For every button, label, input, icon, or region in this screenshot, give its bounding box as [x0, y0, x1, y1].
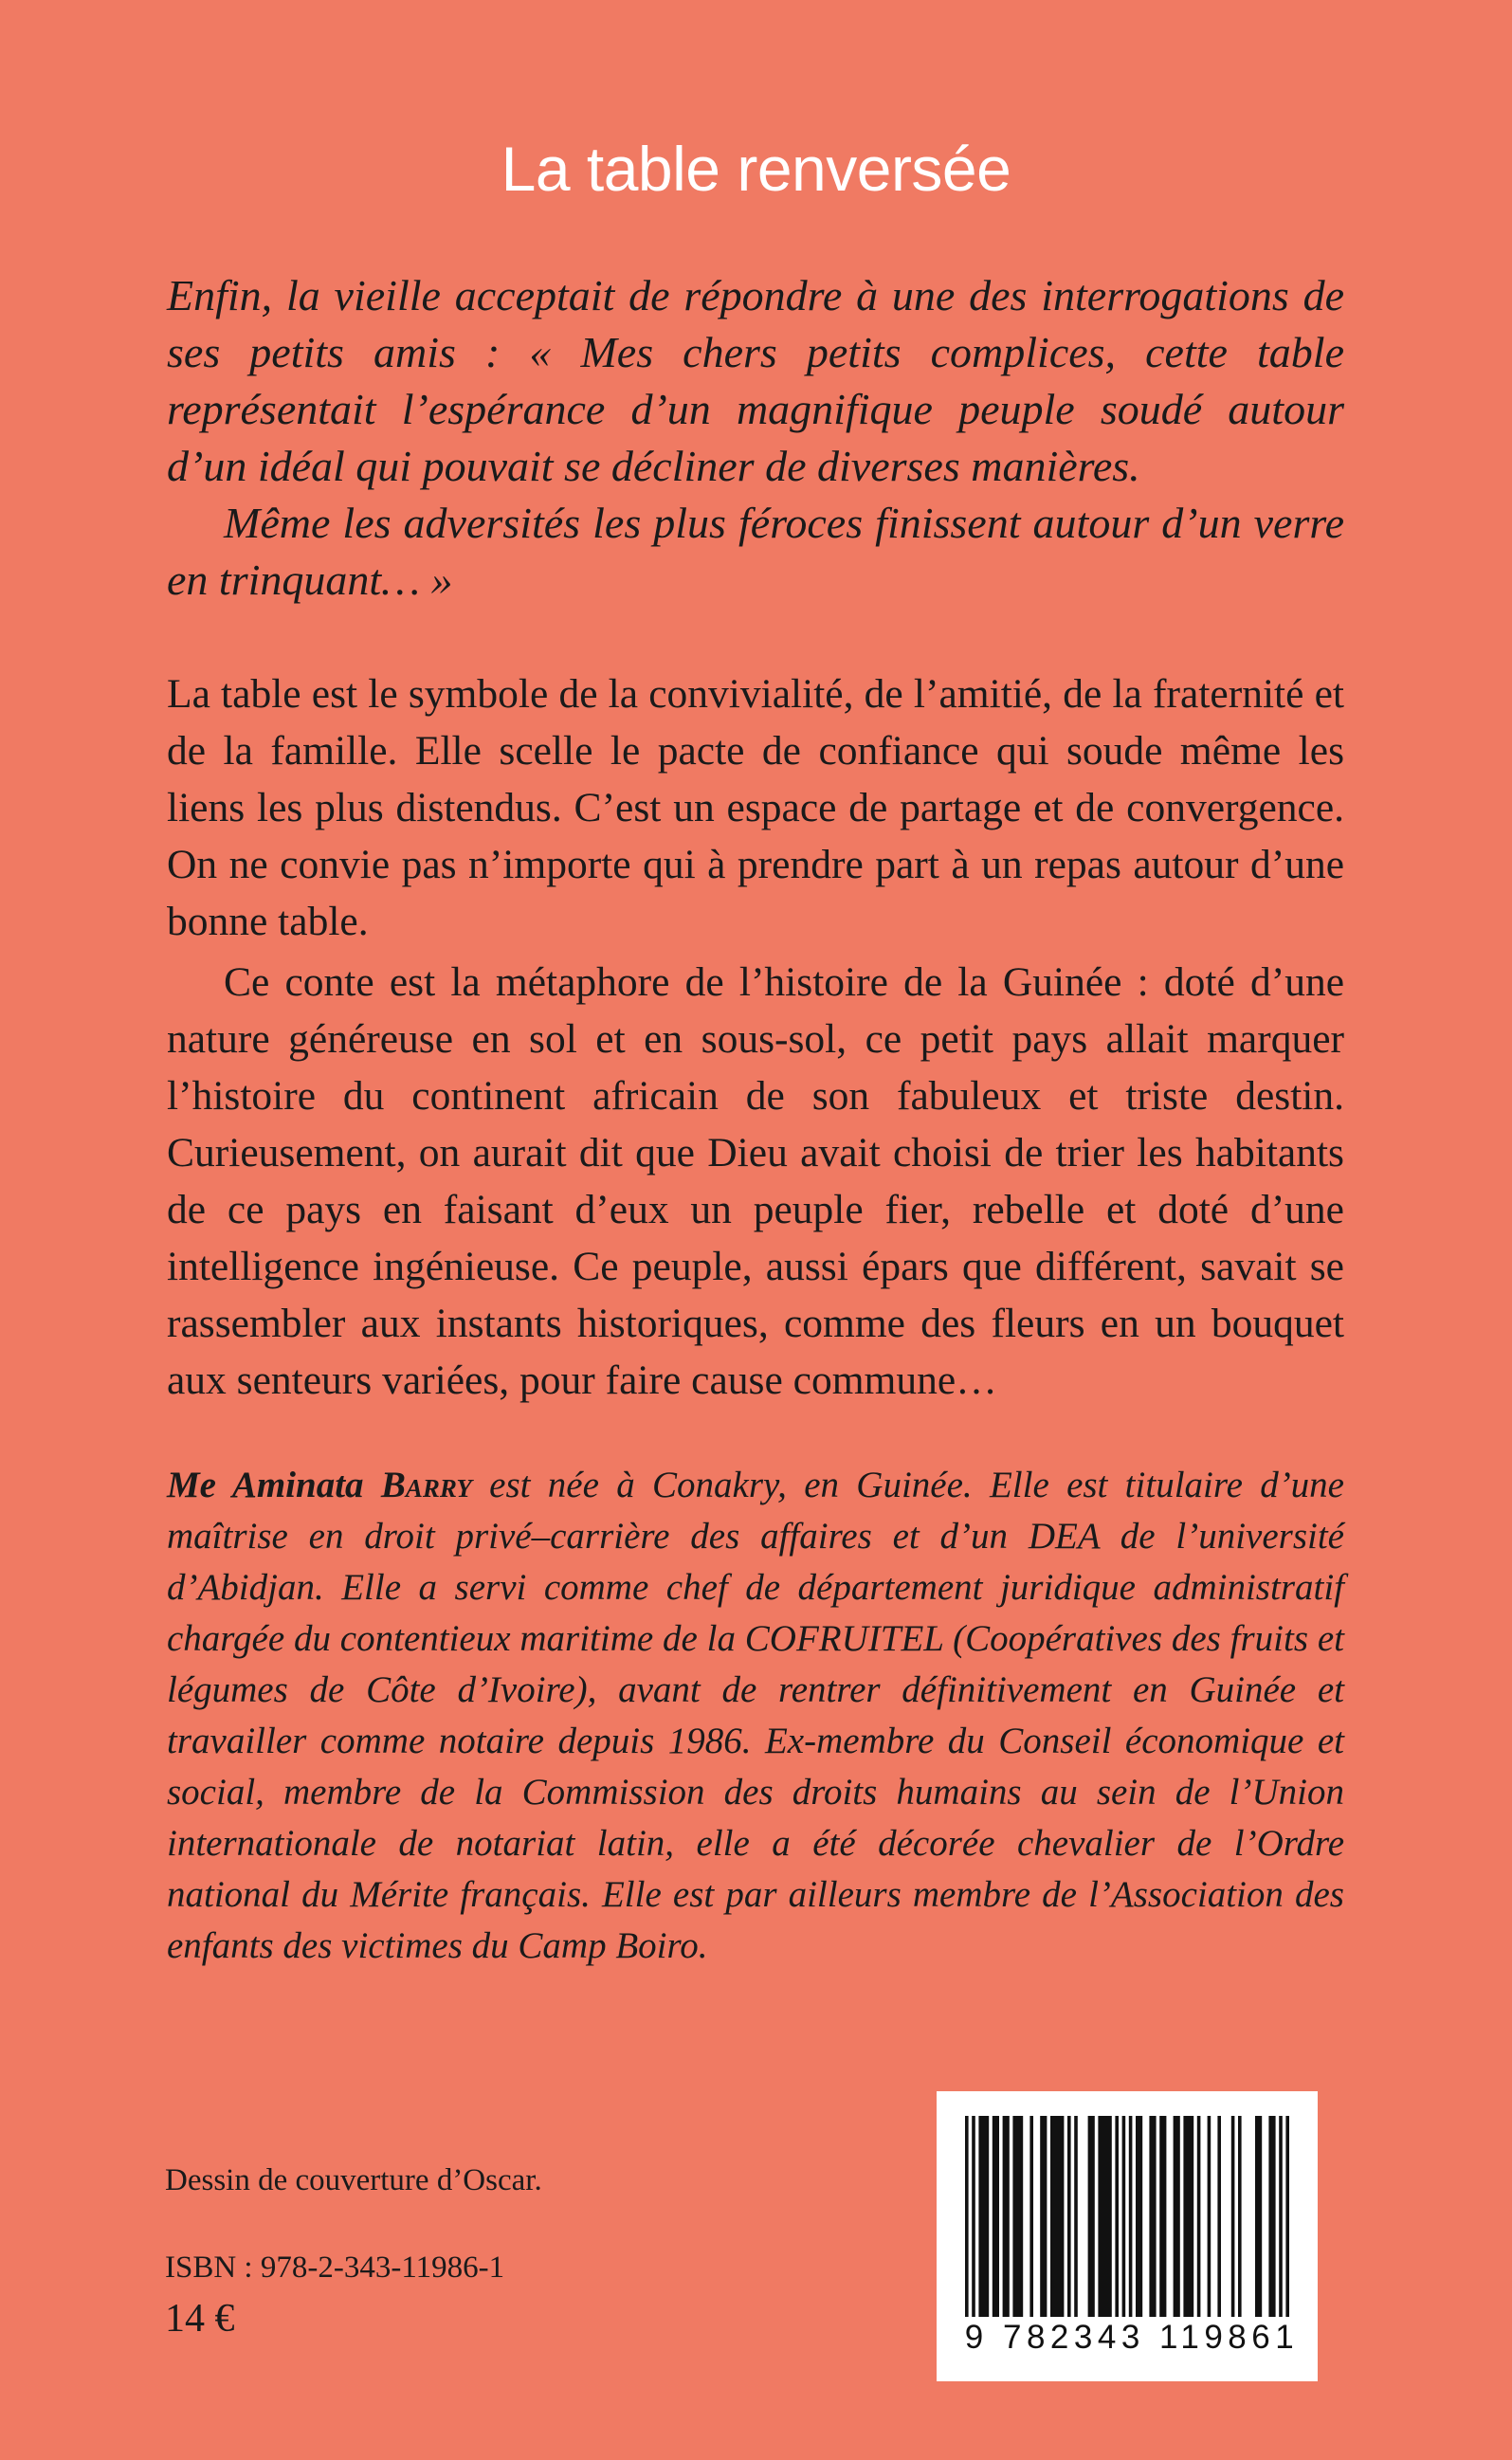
barcode-bar: [1268, 2116, 1275, 2317]
barcode-bar: [1136, 2116, 1142, 2317]
author-last-name: Barry: [380, 1465, 472, 1505]
barcode-bar: [1088, 2116, 1095, 2317]
barcode-bar: [1115, 2116, 1119, 2317]
barcode-bar: [1074, 2116, 1078, 2317]
barcode-bar: [1003, 2116, 1010, 2317]
barcode-bar: [1208, 2116, 1211, 2317]
barcode-bar: [1122, 2116, 1126, 2317]
barcode-bar: [972, 2116, 975, 2317]
author-bio-text: est née à Conakry, en Guinée. Elle est titulaire d’une maîtrise en droit privé–carrière des affaires et d’un DEA de l’université d’Abidjan. Elle a servi comme chef de département juridique administratif chargée du contentieux maritime de la COFRUITEL (Coopératives des fruits et légumes de Côte d’Ivoire), avant de rentrer définitivement en Guinée et travailler comme notaire depuis 1986. Ex-membre du Conseil économique et social, membre de la Commission des droits humains au sein de l’Union internationale de notariat latin, elle a été décorée chevalier de l’Ordre national du Mérite français. Elle est par ailleurs membre de l’Association des enfants des victimes du Camp Boiro.: [167, 1465, 1344, 1966]
barcode-bar: [1040, 2116, 1047, 2317]
barcode-bar: [1174, 2116, 1180, 2317]
book-title: La table renversée: [501, 134, 1011, 204]
barcode-bar: [1279, 2116, 1283, 2317]
cover-credit: Dessin de couverture d’Oscar.: [165, 2163, 542, 2197]
barcode-bar: [1129, 2116, 1133, 2317]
barcode-bar: [1098, 2116, 1111, 2317]
author-bio-paragraph: [167, 1460, 1344, 1972]
barcode-bar: [993, 2116, 999, 2317]
author-first-name: Me Aminata: [167, 1465, 381, 1505]
barcode-bar: [965, 2116, 969, 2317]
barcode: [937, 2091, 1318, 2381]
author-bio: [167, 1460, 1344, 1972]
summary-paragraph-2: Ce conte est la métaphore de l’histoire de la Guinée : doté d’une nature généreuse en sol et en sous-sol, ce petit pays allait marquer l’histoire du continent africain de son fabuleux et triste destin. Curieusement, on aurait dit que Dieu avait choisi de trier les habitants de ce pays en faisant d’eux un peuple fier, rebelle et doté d’une intelligence ingénieuse. Ce peuple, aussi épars que différent, savait se rassembler aux instants historiques, comme des fleurs en un bouquet aux senteurs variées, pour faire cause commune…: [167, 959, 1344, 1403]
barcode-bar: [1183, 2116, 1193, 2317]
barcode-bar: [1149, 2116, 1156, 2317]
barcode-bar: [1231, 2116, 1235, 2317]
quote-paragraph-2: Même les adversités les plus féroces finissent autour d’un verre en trinquant… »: [167, 499, 1344, 604]
barcode-bar: [1067, 2116, 1071, 2317]
excerpt-quote: [167, 267, 1344, 609]
price: 14 €: [165, 2297, 235, 2341]
barcode-bar: [1217, 2116, 1221, 2317]
barcode-bar: [1029, 2116, 1033, 2317]
barcode-bar: [1012, 2116, 1023, 2317]
barcode-bar: [978, 2116, 989, 2317]
barcode-bar: [1238, 2116, 1242, 2317]
quote-paragraph-1: Enfin, la vieille acceptait de répondre à une des interrogations de ses petits amis : « Mes chers petits complices, cette table représentait l’espérance d’un magnifique peuple soudé autour d’un idéal qui pouvait se décliner de diverses manières.: [167, 271, 1344, 490]
barcode-bar: [1255, 2116, 1262, 2317]
barcode-digits: 9 782343 119861: [964, 2319, 1300, 2356]
author-name: [167, 1465, 472, 1505]
barcode-bar: [1050, 2116, 1064, 2317]
barcode-bar: [1159, 2116, 1166, 2317]
book-summary: [167, 665, 1344, 1409]
summary-paragraph-1: La table est le symbole de la convivialité, de l’amitié, de la fraternité et de la famille. Elle scelle le pacte de confiance qui soude même les liens les plus distendus. C’est un espace de partage et de convergence. On ne convie pas n’importe qui à prendre part à un repas autour d’une bonne table.: [167, 671, 1344, 944]
barcode-bar: [1285, 2116, 1289, 2317]
barcode-bar: [1197, 2116, 1201, 2317]
isbn: ISBN : 978-2-343-11986-1: [165, 2250, 505, 2285]
